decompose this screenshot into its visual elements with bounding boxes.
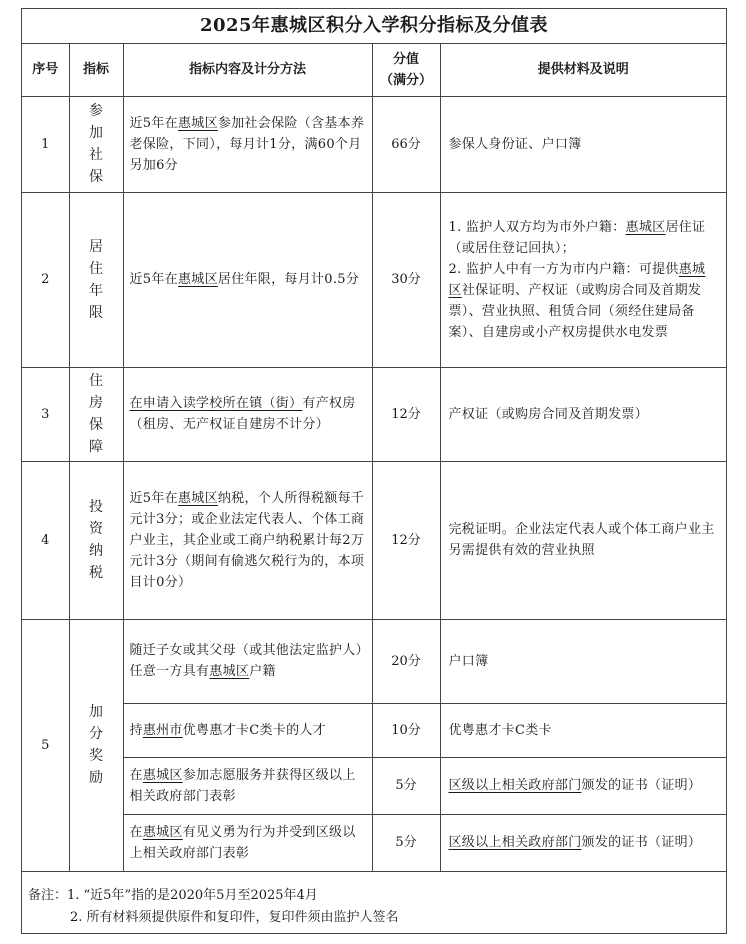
underlined-text: 惠州市 [142,722,183,738]
header-content: 指标内容及计分方法 [123,44,372,96]
row-number: 3 [22,367,69,461]
table-row [22,96,726,192]
row-number: 4 [22,461,69,619]
materials-item-1: 1. 监护人双方均为市外户籍：惠城区居住证（或居住登记回执）； [448,219,706,256]
header-score-line1: 分值 [392,51,419,67]
underlined-text: 区级以上相关政府部门 [448,778,582,793]
header-indicator: 指标 [69,44,123,96]
materials-cell [440,192,726,367]
content-cell: 持惠州市优粤惠才卡C类卡的人才 [123,703,372,757]
table-row [22,461,726,619]
indicator-label: 加分奖励 [89,704,103,786]
materials-cell: 区级以上相关政府部门颁发的证书（证明） [440,814,726,871]
materials-cell: 优粤惠才卡C类卡 [440,703,726,757]
header-score [372,44,440,96]
underlined-text: 惠城区 [209,664,250,679]
content-cell: 在申请入读学校所在镇（街）有产权房（租房、无产权证自建房不计分） [123,367,372,461]
table-header-row [22,44,726,96]
header-materials: 提供材料及说明 [440,44,726,96]
materials-item-2: 2. 监护人中有一方为市内户籍：可提供惠城区社保证明、产权证（或购房合同及首期发票）、营业执照、租赁合同（须经住建局备案）、自建房或小产权房提供水电发票 [448,261,706,340]
score-cell: 5分 [372,757,440,814]
materials-cell: 区级以上相关政府部门颁发的证书（证明） [440,757,726,814]
notes [28,885,399,929]
content-cell: 近5年在惠城区参加社会保险（含基本养老保险，下同），每月计1分，满60个月另加6分 [123,96,372,192]
indicator-label: 居住年限 [89,238,103,321]
row-number: 1 [22,96,69,192]
content-cell: 随迁子女或其父母（或其他法定监护人）任意一方具有惠城区户籍 [123,619,372,703]
row-number: 5 [22,619,69,871]
content-cell: 近5年在惠城区纳税，个人所得税额每千元计3分；或企业法定代表人、个体工商户业主，其企业或工商户纳税累计每2万元计3分（期间有偷逃欠税行为的，本项目计0分） [123,461,372,619]
underlined-text: 惠城区 [142,824,183,840]
header-score-line2: （满分） [379,72,432,88]
underlined-text: 惠城区 [625,219,666,235]
note-line-2: 2. 所有材料须提供原件和复印件，复印件须由监护人签名 [70,910,399,925]
content-cell: 近5年在惠城区居住年限，每月计0.5分 [123,192,372,367]
score-cell: 66分 [372,96,440,192]
score-cell: 20分 [372,619,440,703]
note-line-1: 备注：1. “近5年”指的是2020年5月至2025年4月 [28,888,318,903]
indicator-cell [69,367,123,461]
indicator-label: 参加社保 [89,103,103,185]
materials-cell: 完税证明。企业法定代表人或个体工商户业主另需提供有效的营业执照 [440,461,726,619]
underlined-text: 惠城区 [448,261,706,298]
indicator-cell [69,461,123,619]
score-cell: 5分 [372,814,440,871]
table-row [22,619,726,703]
header-no: 序号 [22,44,69,96]
table-row [22,757,726,814]
indicator-label: 住房保障 [89,373,103,455]
indicator-cell [69,192,123,367]
score-cell: 10分 [372,703,440,757]
page-title: 2025年惠城区积分入学积分指标及分值表 [22,9,726,44]
underlined-text: 在申请入读学校所在镇（街） [129,396,303,411]
indicator-label: 投资纳税 [89,499,103,581]
materials-cell: 户口簿 [440,619,726,703]
score-cell: 12分 [372,367,440,461]
score-cell: 12分 [372,461,440,619]
table-row [22,814,726,871]
underlined-text: 区级以上相关政府部门 [448,835,582,850]
materials-cell: 参保人身份证、户口簿 [440,96,726,192]
indicator-cell [69,619,123,871]
score-cell: 30分 [372,192,440,367]
underlined-text: 惠城区 [177,272,218,287]
indicator-cell [69,96,123,192]
table-row [22,367,726,461]
content-cell: 在惠城区有见义勇为行为并受到区级以上相关政府部门表彰 [123,814,372,871]
underlined-text: 惠城区 [142,767,183,783]
row-number: 2 [22,192,69,367]
content-cell: 在惠城区参加志愿服务并获得区级以上相关政府部门表彰 [123,757,372,814]
table-row [22,703,726,757]
materials-cell: 产权证（或购房合同及首期发票） [440,367,726,461]
underlined-text: 惠城区 [177,115,218,131]
table-row [22,192,726,367]
score-table-document [21,8,727,934]
score-table [22,44,726,872]
underlined-text: 惠城区 [177,490,218,506]
